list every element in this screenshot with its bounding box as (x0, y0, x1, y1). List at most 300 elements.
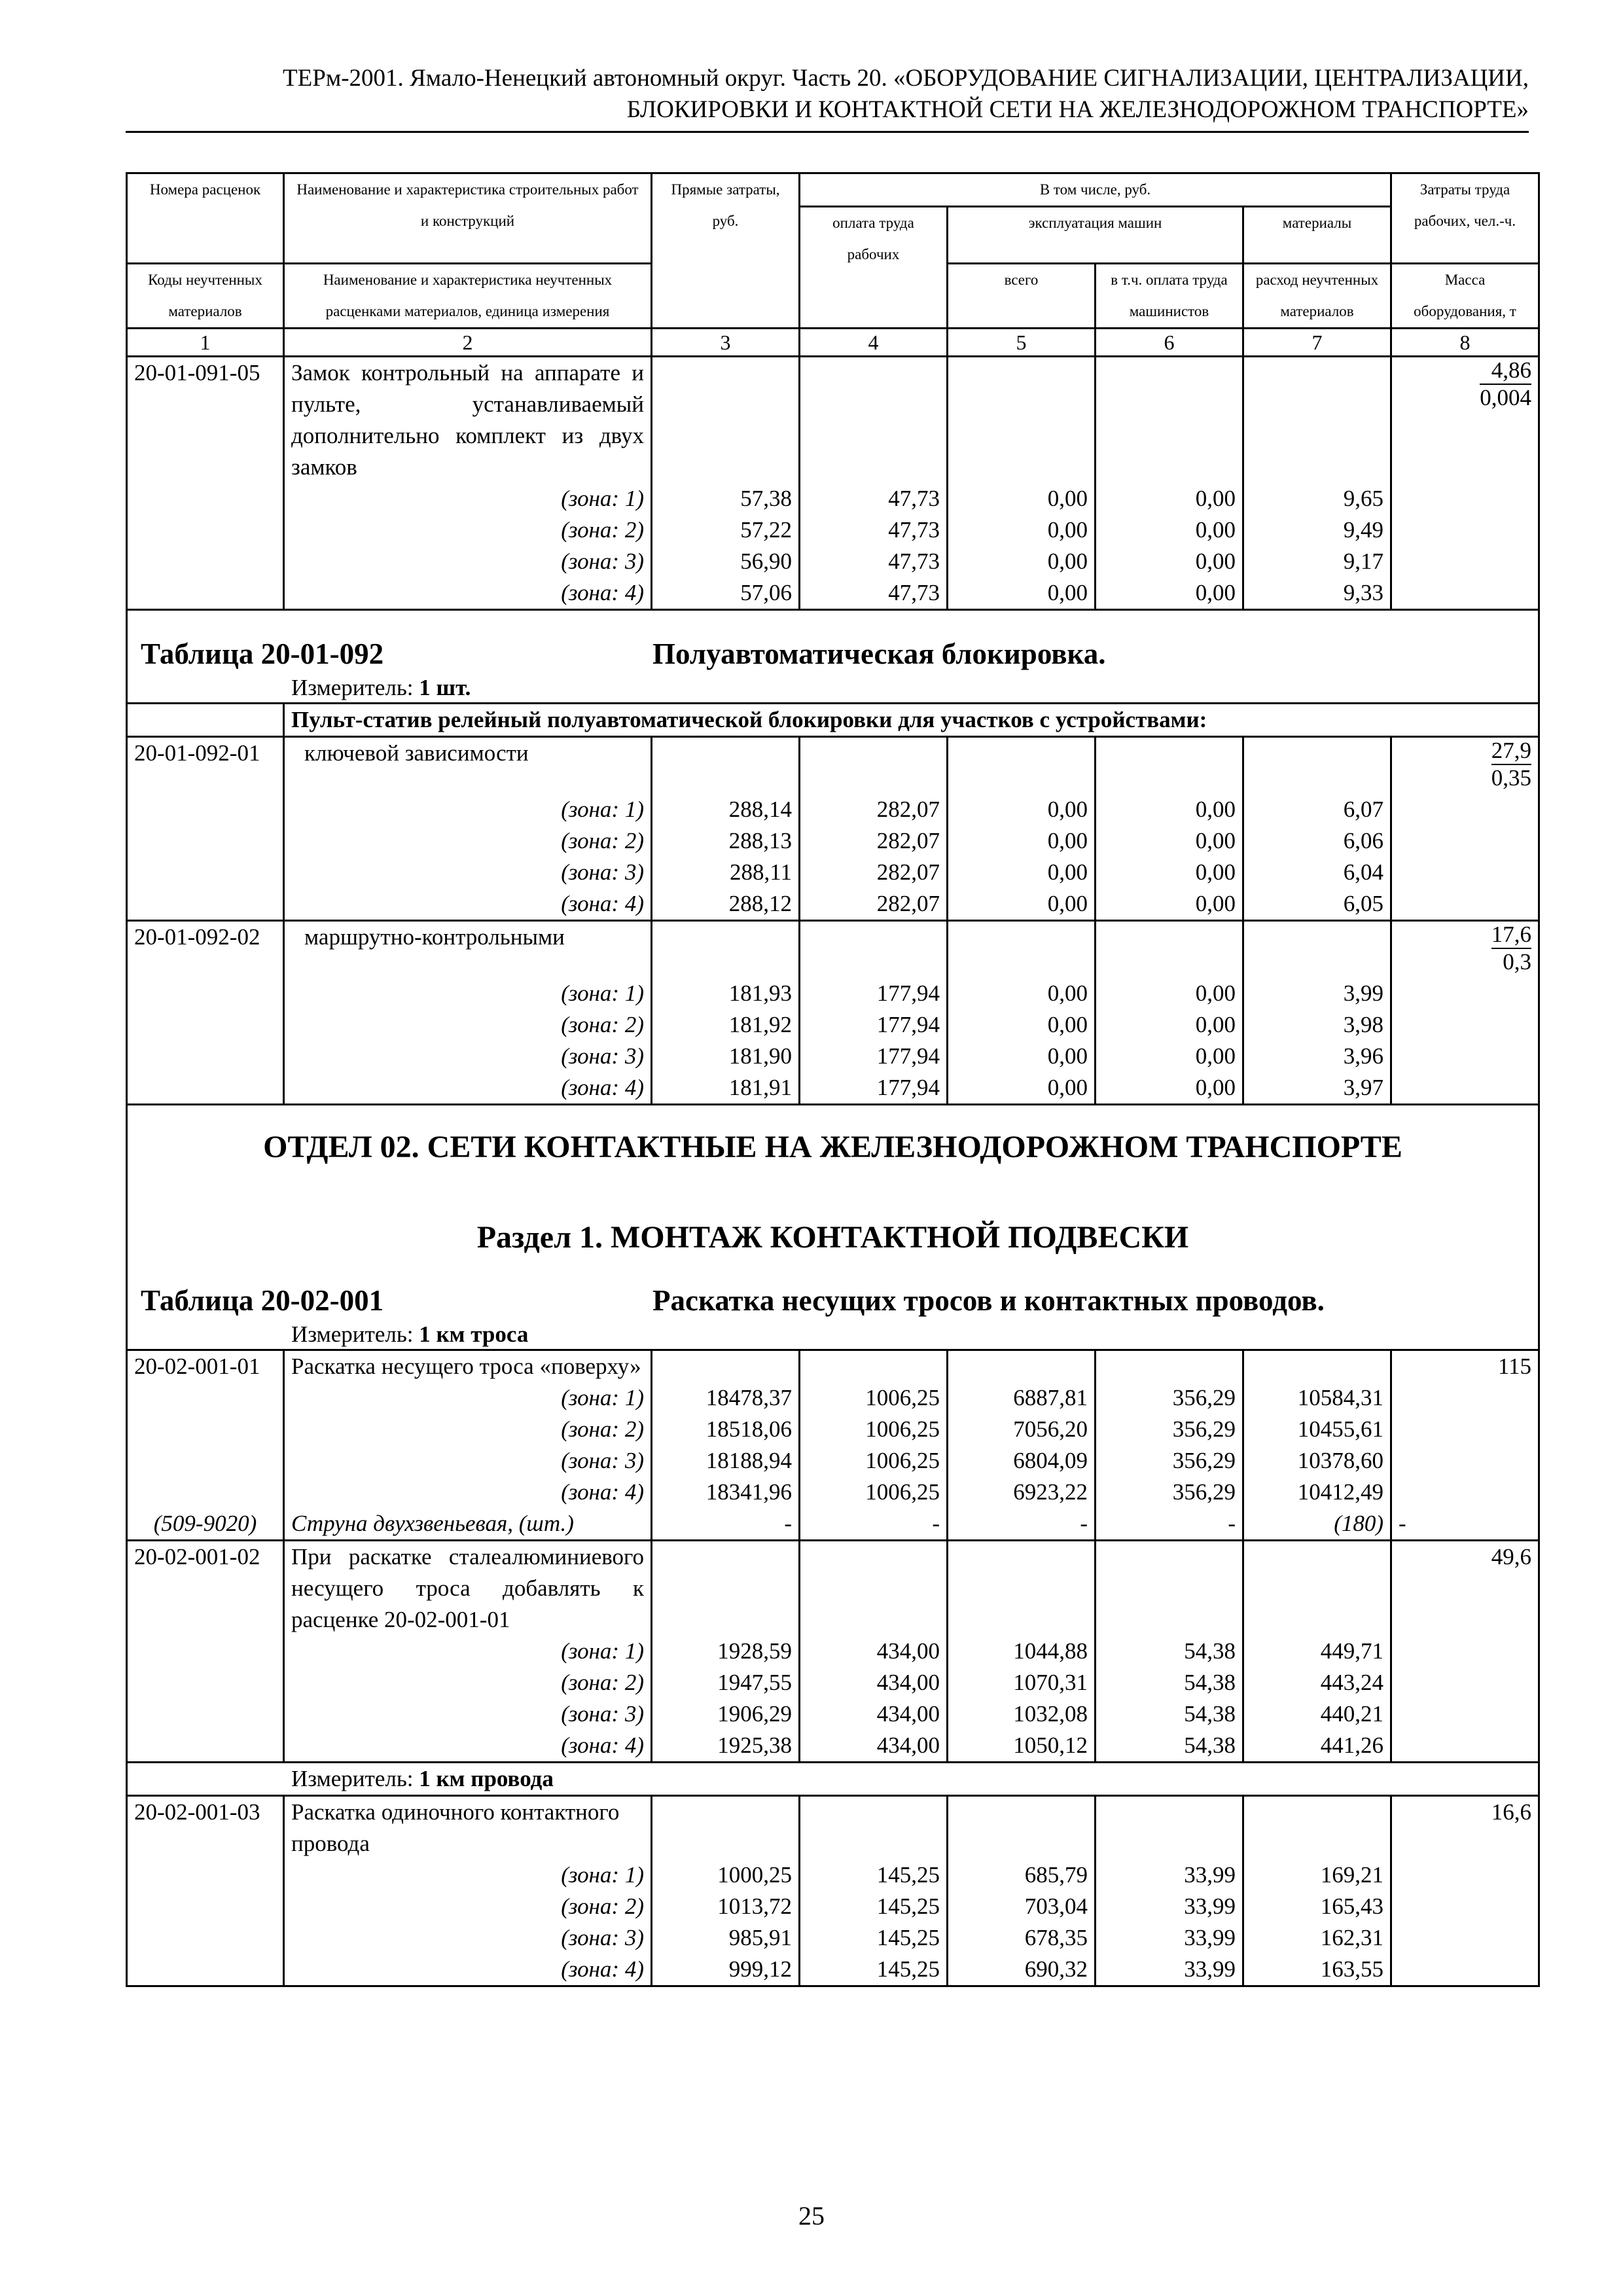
materials: 165,43 (1243, 1891, 1391, 1922)
zone-label: (зона: 1) (284, 483, 652, 514)
labor-pay: 47,73 (800, 546, 948, 577)
zone-row (127, 1922, 1539, 1954)
empty-cell (127, 794, 284, 825)
labor-costs-value: 49,6 (1491, 1544, 1532, 1570)
labor-mass-cell (1391, 1796, 1539, 1860)
empty-cell (127, 1891, 284, 1922)
materials: 163,55 (1243, 1954, 1391, 1986)
materials: 9,17 (1243, 546, 1391, 577)
machines-total: 0,00 (948, 825, 1096, 857)
machines-pay: 33,99 (1096, 1954, 1243, 1986)
empty-cell (127, 704, 284, 737)
zone-row (127, 1414, 1539, 1445)
rate-name: Раскатка несущего троса «поверху» (284, 1350, 652, 1383)
machines-pay: 33,99 (1096, 1859, 1243, 1891)
header-line-2: БЛОКИРОВКИ И КОНТАКТНОЙ СЕТИ НА ЖЕЛЕЗНОДОРОЖНОМ ТРАНСПОРТЕ» (626, 96, 1529, 123)
zone-row (127, 1477, 1539, 1508)
labor-pay: 145,25 (800, 1922, 948, 1954)
empty-cell (127, 1954, 284, 1986)
empty-cell (127, 1072, 284, 1105)
table-title-cell (127, 1257, 1539, 1350)
table-name: Полуавтоматическая блокировка. (652, 637, 1106, 670)
machines-total: 1050,12 (948, 1730, 1096, 1763)
section-row (127, 1105, 1539, 1258)
rate-row (127, 1350, 1539, 1383)
empty-cell (127, 857, 284, 888)
material-row (127, 1508, 1539, 1541)
header-machines-pay: в т.ч. оплата труда машинистов (1096, 264, 1243, 329)
subhead-text: Пульт-статив релейный полуавтоматической блокировки для участков с устройствами: (284, 704, 1539, 737)
zone-row (127, 1954, 1539, 1986)
empty-cell (1391, 1730, 1539, 1763)
empty-cell (1096, 1350, 1243, 1383)
labor-pay: 177,94 (800, 1041, 948, 1072)
rates-table (126, 172, 1540, 1987)
machines-total: 1070,31 (948, 1667, 1096, 1698)
direct-costs: 1000,25 (652, 1859, 800, 1891)
empty-cell (800, 1541, 948, 1636)
empty-cell (948, 737, 1096, 795)
header-machines-total: всего (948, 264, 1096, 329)
unit-label: Измеритель: (291, 675, 419, 700)
machines-pay: 54,38 (1096, 1636, 1243, 1667)
direct-costs: 1013,72 (652, 1891, 800, 1922)
column-number: 7 (1243, 329, 1391, 357)
machines-total: 6804,09 (948, 1445, 1096, 1477)
rate-code: 20-02-001-02 (127, 1541, 284, 1636)
empty-cell (1391, 1891, 1539, 1922)
zone-row (127, 888, 1539, 921)
empty-cell (1391, 1859, 1539, 1891)
empty-cell (127, 1922, 284, 1954)
materials: 6,05 (1243, 888, 1391, 921)
empty-cell (948, 1350, 1096, 1383)
rate-name: Раскатка одиночного контактного провода (284, 1796, 652, 1860)
materials: 440,21 (1243, 1698, 1391, 1730)
labor-pay: 177,94 (800, 1009, 948, 1041)
empty-cell (652, 1541, 800, 1636)
materials: 3,98 (1243, 1009, 1391, 1041)
zone-row (127, 978, 1539, 1009)
page-number: 25 (798, 2201, 825, 2231)
direct-costs: 1906,29 (652, 1698, 800, 1730)
zone-label: (зона: 4) (284, 888, 652, 921)
measurement-unit (141, 1320, 1531, 1349)
material-machines-pay: - (1096, 1508, 1243, 1541)
empty-cell (1391, 1954, 1539, 1986)
labor-pay: 145,25 (800, 1891, 948, 1922)
materials: 10378,60 (1243, 1445, 1391, 1477)
direct-costs: 56,90 (652, 546, 800, 577)
table-number: Таблица 20-01-092 (141, 637, 384, 670)
empty-cell (1391, 1922, 1539, 1954)
machines-total: 0,00 (948, 794, 1096, 825)
direct-costs: 57,22 (652, 514, 800, 546)
zone-row (127, 514, 1539, 546)
materials: 3,97 (1243, 1072, 1391, 1105)
material-mass: - (1391, 1508, 1539, 1541)
zone-label: (зона: 4) (284, 1477, 652, 1508)
empty-cell (127, 1382, 284, 1414)
labor-pay: 1006,25 (800, 1477, 948, 1508)
labor-pay: 282,07 (800, 857, 948, 888)
header-including: В том числе, руб. (800, 173, 1391, 207)
machines-pay: 0,00 (1096, 577, 1243, 610)
table-title-cell (127, 610, 1539, 704)
machines-total: 703,04 (948, 1891, 1096, 1922)
column-number: 4 (800, 329, 948, 357)
machines-pay: 54,38 (1096, 1698, 1243, 1730)
rate-code: 20-02-001-01 (127, 1350, 284, 1383)
machines-total: 0,00 (948, 577, 1096, 610)
header-direct-costs: Прямые затраты, руб. (652, 173, 800, 329)
subhead-row (127, 704, 1539, 737)
header-labor-pay: оплата труда рабочих (800, 207, 948, 329)
direct-costs: 57,38 (652, 483, 800, 514)
empty-cell (652, 1350, 800, 1383)
labor-pay: 47,73 (800, 577, 948, 610)
labor-costs-value: 27,9 (1491, 738, 1531, 765)
materials: 3,99 (1243, 978, 1391, 1009)
zone-label: (зона: 2) (284, 514, 652, 546)
rate-row (127, 737, 1539, 795)
empty-cell (1243, 737, 1391, 795)
machines-total: 685,79 (948, 1859, 1096, 1891)
labor-pay: 434,00 (800, 1636, 948, 1667)
zone-row (127, 1636, 1539, 1667)
zone-row (127, 1041, 1539, 1072)
empty-cell (652, 357, 800, 484)
empty-cell (1096, 1541, 1243, 1636)
empty-cell (127, 1698, 284, 1730)
zone-label: (зона: 3) (284, 546, 652, 577)
direct-costs: 288,14 (652, 794, 800, 825)
empty-cell (1391, 1382, 1539, 1414)
column-number: 1 (127, 329, 284, 357)
material-name: Струна двухзвеньевая, (шт.) (284, 1508, 652, 1541)
machines-pay: 0,00 (1096, 514, 1243, 546)
unit-value: 1 шт. (419, 675, 471, 700)
labor-mass-cell (1391, 1541, 1539, 1636)
zone-row (127, 577, 1539, 610)
material-machines: - (948, 1508, 1096, 1541)
labor-costs-value: 4,86 (1480, 357, 1531, 385)
department-title: ОТДЕЛ 02. СЕТИ КОНТАКТНЫЕ НА ЖЕЛЕЗНОДОРОЖНОМ ТРАНСПОРТЕ (263, 1130, 1402, 1164)
labor-pay: 434,00 (800, 1698, 948, 1730)
labor-mass-fraction (1491, 922, 1531, 975)
materials: 9,65 (1243, 483, 1391, 514)
machines-pay: 0,00 (1096, 483, 1243, 514)
labor-pay: 434,00 (800, 1667, 948, 1698)
rate-name: ключевой зависимости (284, 737, 652, 795)
machines-pay: 356,29 (1096, 1414, 1243, 1445)
header-line-1: ТЕРм-2001. Ямало-Ненецкий автономный округ. Часть 20. «ОБОРУДОВАНИЕ СИГНАЛИЗАЦИИ, ЦЕНТРАЛИЗАЦИИ, (283, 65, 1529, 92)
machines-pay: 0,00 (1096, 888, 1243, 921)
unit-row (127, 1763, 1539, 1796)
zone-label: (зона: 1) (284, 1636, 652, 1667)
labor-pay: 282,07 (800, 888, 948, 921)
direct-costs: 18518,06 (652, 1414, 800, 1445)
empty-cell (652, 1796, 800, 1860)
rate-code: 20-02-001-03 (127, 1796, 284, 1860)
empty-cell (127, 577, 284, 610)
machines-total: 0,00 (948, 1072, 1096, 1105)
rate-name: При раскатке сталеалюминиевого несущего троса добавлять к расценке 20-02-001-01 (284, 1541, 652, 1636)
empty-cell (1391, 1636, 1539, 1667)
empty-cell (127, 546, 284, 577)
direct-costs: 1947,55 (652, 1667, 800, 1698)
labor-mass-fraction (1491, 1544, 1531, 1570)
unit-cell (127, 1763, 1539, 1796)
zone-row (127, 1445, 1539, 1477)
machines-pay: 33,99 (1096, 1922, 1243, 1954)
empty-cell (127, 888, 284, 921)
empty-cell (1096, 737, 1243, 795)
machines-total: 0,00 (948, 1009, 1096, 1041)
empty-cell (127, 825, 284, 857)
empty-cell (800, 737, 948, 795)
table-title-row (127, 1257, 1539, 1350)
zone-row (127, 546, 1539, 577)
measurement-unit (141, 673, 1531, 702)
header-material-names: Наименование и характеристика неучтенных расценками материалов, единица измерения (284, 264, 652, 329)
empty-cell (1391, 1414, 1539, 1445)
empty-cell (800, 357, 948, 484)
machines-pay: 0,00 (1096, 1041, 1243, 1072)
materials: 10455,61 (1243, 1414, 1391, 1445)
direct-costs: 181,90 (652, 1041, 800, 1072)
empty-cell (948, 1796, 1096, 1860)
direct-costs: 1925,38 (652, 1730, 800, 1763)
rate-code: 20-01-091-05 (127, 357, 284, 484)
empty-cell (127, 1636, 284, 1667)
empty-cell (1391, 1072, 1539, 1105)
zone-label: (зона: 1) (284, 978, 652, 1009)
empty-cell (127, 1477, 284, 1508)
header-row-1 (127, 173, 1539, 207)
direct-costs: 288,13 (652, 825, 800, 857)
empty-cell (800, 1350, 948, 1383)
empty-cell (948, 1541, 1096, 1636)
machines-total: 0,00 (948, 514, 1096, 546)
table-title-row (127, 610, 1539, 704)
equipment-mass-value: 0,004 (1480, 385, 1532, 410)
unit-label: Измеритель: (291, 1766, 419, 1791)
header-equipment-mass: Масса оборудования, т (1391, 264, 1539, 329)
machines-total: 6887,81 (948, 1382, 1096, 1414)
direct-costs: 18188,94 (652, 1445, 800, 1477)
rate-row (127, 1796, 1539, 1860)
material-direct: - (652, 1508, 800, 1541)
empty-cell (1391, 1477, 1539, 1508)
zone-label: (зона: 1) (284, 1382, 652, 1414)
unit-value: 1 км провода (419, 1766, 554, 1791)
direct-costs: 181,91 (652, 1072, 800, 1105)
empty-cell (1243, 921, 1391, 978)
zone-label: (зона: 4) (284, 577, 652, 610)
direct-costs: 985,91 (652, 1922, 800, 1954)
part-title: Раздел 1. МОНТАЖ КОНТАКТНОЙ ПОДВЕСКИ (476, 1220, 1189, 1255)
machines-total: 7056,20 (948, 1414, 1096, 1445)
machines-pay: 54,38 (1096, 1667, 1243, 1698)
machines-pay: 0,00 (1096, 794, 1243, 825)
labor-mass-cell (1391, 737, 1539, 795)
zone-row (127, 1891, 1539, 1922)
labor-pay: 434,00 (800, 1730, 948, 1763)
materials: 10412,49 (1243, 1477, 1391, 1508)
materials: 441,26 (1243, 1730, 1391, 1763)
machines-total: 6923,22 (948, 1477, 1096, 1508)
empty-cell (1391, 546, 1539, 577)
materials: 10584,31 (1243, 1382, 1391, 1414)
zone-label: (зона: 2) (284, 1414, 652, 1445)
equipment-mass-value: 0,35 (1491, 765, 1532, 791)
zone-row (127, 1730, 1539, 1763)
header-rate-numbers: Номера расценок (127, 173, 284, 264)
labor-mass-fraction (1491, 1799, 1531, 1825)
labor-mass-fraction (1491, 738, 1531, 791)
empty-cell (1391, 483, 1539, 514)
rate-name: маршрутно-контрольными (284, 921, 652, 978)
zone-label: (зона: 1) (284, 1859, 652, 1891)
header-material-codes: Коды неучтенных материалов (127, 264, 284, 329)
machines-total: 0,00 (948, 888, 1096, 921)
labor-pay: 47,73 (800, 514, 948, 546)
machines-total: 690,32 (948, 1954, 1096, 1986)
empty-cell (1391, 1667, 1539, 1698)
machines-pay: 0,00 (1096, 546, 1243, 577)
zone-label: (зона: 2) (284, 1009, 652, 1041)
rate-code: 20-01-092-01 (127, 737, 284, 795)
machines-pay: 356,29 (1096, 1477, 1243, 1508)
unit-value: 1 км троса (419, 1321, 529, 1347)
machines-total: 0,00 (948, 1041, 1096, 1072)
direct-costs: 999,12 (652, 1954, 800, 1986)
labor-costs-value: 17,6 (1491, 922, 1531, 949)
direct-costs: 181,93 (652, 978, 800, 1009)
empty-cell (948, 921, 1096, 978)
header-column-numbers (127, 329, 1539, 357)
machines-total: 1044,88 (948, 1636, 1096, 1667)
empty-cell (652, 921, 800, 978)
empty-cell (1243, 1796, 1391, 1860)
column-number: 6 (1096, 329, 1243, 357)
unit-label: Измеритель: (291, 1321, 419, 1347)
labor-costs-value: 115 (1497, 1354, 1532, 1379)
zone-row (127, 1667, 1539, 1698)
labor-pay: 1006,25 (800, 1414, 948, 1445)
direct-costs: 288,11 (652, 857, 800, 888)
empty-cell (1243, 1541, 1391, 1636)
zone-row (127, 825, 1539, 857)
labor-mass-cell (1391, 357, 1539, 484)
machines-total: 678,35 (948, 1922, 1096, 1954)
zone-label: (зона: 3) (284, 1041, 652, 1072)
header-machines: эксплуатация машин (948, 207, 1243, 264)
zone-label: (зона: 2) (284, 1891, 652, 1922)
rate-code: 20-01-092-02 (127, 921, 284, 978)
empty-cell (1096, 357, 1243, 484)
materials: 443,24 (1243, 1667, 1391, 1698)
machines-total: 0,00 (948, 978, 1096, 1009)
materials: 6,04 (1243, 857, 1391, 888)
labor-mass-cell (1391, 1350, 1539, 1383)
rate-name: Замок контрольный на аппарате и пульте, устанавливаемый дополнительно комплект из двух замков (284, 357, 652, 484)
table-body (127, 173, 1539, 1986)
empty-cell (1243, 1350, 1391, 1383)
machines-total: 0,00 (948, 857, 1096, 888)
zone-row (127, 794, 1539, 825)
zone-label: (зона: 4) (284, 1072, 652, 1105)
zone-label: (зона: 3) (284, 1698, 652, 1730)
direct-costs: 57,06 (652, 577, 800, 610)
materials: 9,49 (1243, 514, 1391, 546)
header-materials: материалы (1243, 207, 1391, 264)
labor-mass-fraction (1480, 357, 1531, 411)
section-cell (127, 1105, 1539, 1258)
zone-row (127, 857, 1539, 888)
direct-costs: 18341,96 (652, 1477, 800, 1508)
machines-pay: 0,00 (1096, 857, 1243, 888)
direct-costs: 1928,59 (652, 1636, 800, 1667)
zone-label: (зона: 2) (284, 825, 652, 857)
zone-row (127, 1859, 1539, 1891)
table-title (141, 1281, 1531, 1320)
empty-cell (127, 1730, 284, 1763)
labor-pay: 282,07 (800, 825, 948, 857)
empty-cell (127, 978, 284, 1009)
rate-row (127, 1541, 1539, 1636)
empty-cell (800, 1796, 948, 1860)
materials: 3,96 (1243, 1041, 1391, 1072)
materials: 6,06 (1243, 825, 1391, 857)
empty-cell (800, 921, 948, 978)
labor-costs-value: 16,6 (1491, 1799, 1532, 1825)
empty-cell (127, 1009, 284, 1041)
materials: 6,07 (1243, 794, 1391, 825)
labor-pay: 1006,25 (800, 1445, 948, 1477)
labor-pay: 1006,25 (800, 1382, 948, 1414)
empty-cell (1096, 921, 1243, 978)
zone-label: (зона: 4) (284, 1954, 652, 1986)
direct-costs: 181,92 (652, 1009, 800, 1041)
labor-mass-cell (1391, 921, 1539, 978)
machines-pay: 0,00 (1096, 825, 1243, 857)
direct-costs: 18478,37 (652, 1382, 800, 1414)
empty-cell (1096, 1796, 1243, 1860)
machines-pay: 0,00 (1096, 978, 1243, 1009)
empty-cell (652, 737, 800, 795)
empty-cell (1391, 1009, 1539, 1041)
page-header (126, 63, 1529, 133)
labor-pay: 47,73 (800, 483, 948, 514)
table-number: Таблица 20-02-001 (141, 1284, 384, 1317)
empty-cell (1391, 1445, 1539, 1477)
labor-mass-fraction (1498, 1354, 1531, 1380)
zone-row (127, 1382, 1539, 1414)
empty-cell (127, 1445, 284, 1477)
empty-cell (127, 1414, 284, 1445)
materials: 162,31 (1243, 1922, 1391, 1954)
zone-label: (зона: 2) (284, 1667, 652, 1698)
materials: 449,71 (1243, 1636, 1391, 1667)
zone-label: (зона: 4) (284, 1730, 652, 1763)
zone-label: (зона: 3) (284, 857, 652, 888)
machines-pay: 54,38 (1096, 1730, 1243, 1763)
labor-pay: 177,94 (800, 978, 948, 1009)
machines-total: 0,00 (948, 546, 1096, 577)
direct-costs: 288,12 (652, 888, 800, 921)
